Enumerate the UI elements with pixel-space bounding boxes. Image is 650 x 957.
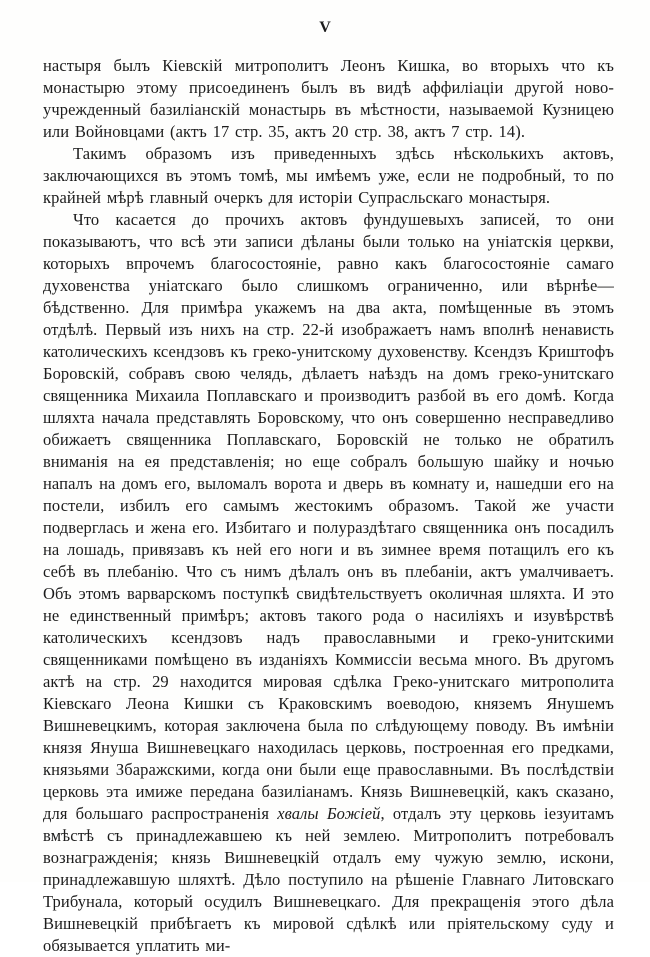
page-number: V bbox=[319, 19, 332, 36]
paragraph-text-after-italic: , отдалъ эту церковь іезуитамъ вмѣстѣ съ принадлежавшею къ ней землею. Митрополитъ потребовалъ вознагражденія; князь Вишневецкій отдалъ ему чужую землю, искони, принадлежавшую шляхтѣ. Дѣло поступило на рѣшеніе Главнаго Литовскаго Трибунала, который осудилъ Вишневецкаго. Для прекращенія этого дѣла Вишневецкій прибѣгаетъ къ мировой сдѣлкѣ или пріятельскому суду и обязывается уплатить ми- bbox=[43, 804, 614, 955]
italic-phrase: хвалы Божіей bbox=[277, 804, 381, 823]
text-block bbox=[43, 55, 614, 957]
paragraph-acts bbox=[43, 209, 614, 957]
paragraph-continuation: настыря былъ Кіевскій митрополитъ Леонъ Кишка, во вторыхъ что къ монастырю этому присоединенъ былъ въ видѣ аффиліаціи другой ново-учрежденный базиліанскій монастырь въ мѣстности, называемой Кузницею или Войновцами (актъ 17 стр. 35, актъ 20 стр. 38, актъ 7 стр. 14). bbox=[43, 56, 614, 141]
paragraph-text-before-italic: Что касается до прочихъ актовъ фундушевыхъ записей, то они показываютъ, что всѣ эти записи дѣланы были только на уніатскія церкви, которыхъ впрочемъ благосостояніе, равно какъ благосостояніе самаго духовенства уніатскаго было слишкомъ ограниченно, или вѣрнѣе—бѣдственно. Для примѣра укажемъ на два акта, помѣщенные въ этомъ отдѣлѣ. Первый изъ нихъ на стр. 22-й изображаетъ намъ вполнѣ ненависть католическихъ ксендзовъ къ греко-унитскому духовенству. Ксендзъ Криштофъ Боровскій, собравъ свою челядь, дѣлаетъ наѣздъ на домъ греко-унитскаго священника Михаила Поплавскаго и производитъ разбой въ его домѣ. Когда шляхта начала представлять Боровскому, что онъ совершенно несправедливо обижаетъ священника Поплавскаго, Боровскій не только не обратилъ вниманія на ея представленія; но еще собралъ большую шайку и ночью напалъ на домъ его, выломалъ ворота и дверь въ комнату и, нашедши его на постели, избилъ его самымъ жестокимъ образомъ. Такой же участи подверглась и жена его. Избитаго и полураздѣтаго священника онъ посадилъ на лошадь, привязавъ къ ней его ноги и въ зимнее время потащилъ его къ себѣ въ плебанію. Что съ нимъ дѣлалъ онъ въ плебаніи, актъ умалчиваетъ. Объ этомъ варварскомъ поступкѣ свидѣтельствуетъ околичная шляхта. И это не единственный примѣръ; актовъ такого рода о насиліяхъ и изувѣрствѣ католическихъ ксендзовъ надъ православными и греко-унитскими священниками помѣщено въ изданіяхъ Коммиссіи весьма много. Въ другомъ актѣ на стр. 29 находится мировая сдѣлка Греко-унитскаго митрополита Кіевскаго Леона Кишки съ Краковскимъ воеводою, княземъ Янушемъ Вишневецкимъ, которая заключена была по слѣдующему поводу. Въ имѣніи князя Януша Вишневецкаго находилась церковь, построенная его предками, князьями Збаражскими, когда они были еще православными. Въ послѣдствіи церковь эта имиже передана базиліанамъ. Князь Вишневецкій, какъ сказано, для большаго распространенія bbox=[43, 210, 614, 823]
paragraph-summary: Такимъ образомъ изъ приведенныхъ здѣсь нѣсколькихъ актовъ, заключающихся въ этомъ томѣ, мы имѣемъ уже, если не подробный, то по крайней мѣрѣ главный очеркъ для исторіи Супрасльскаго монастыря. bbox=[43, 144, 614, 207]
